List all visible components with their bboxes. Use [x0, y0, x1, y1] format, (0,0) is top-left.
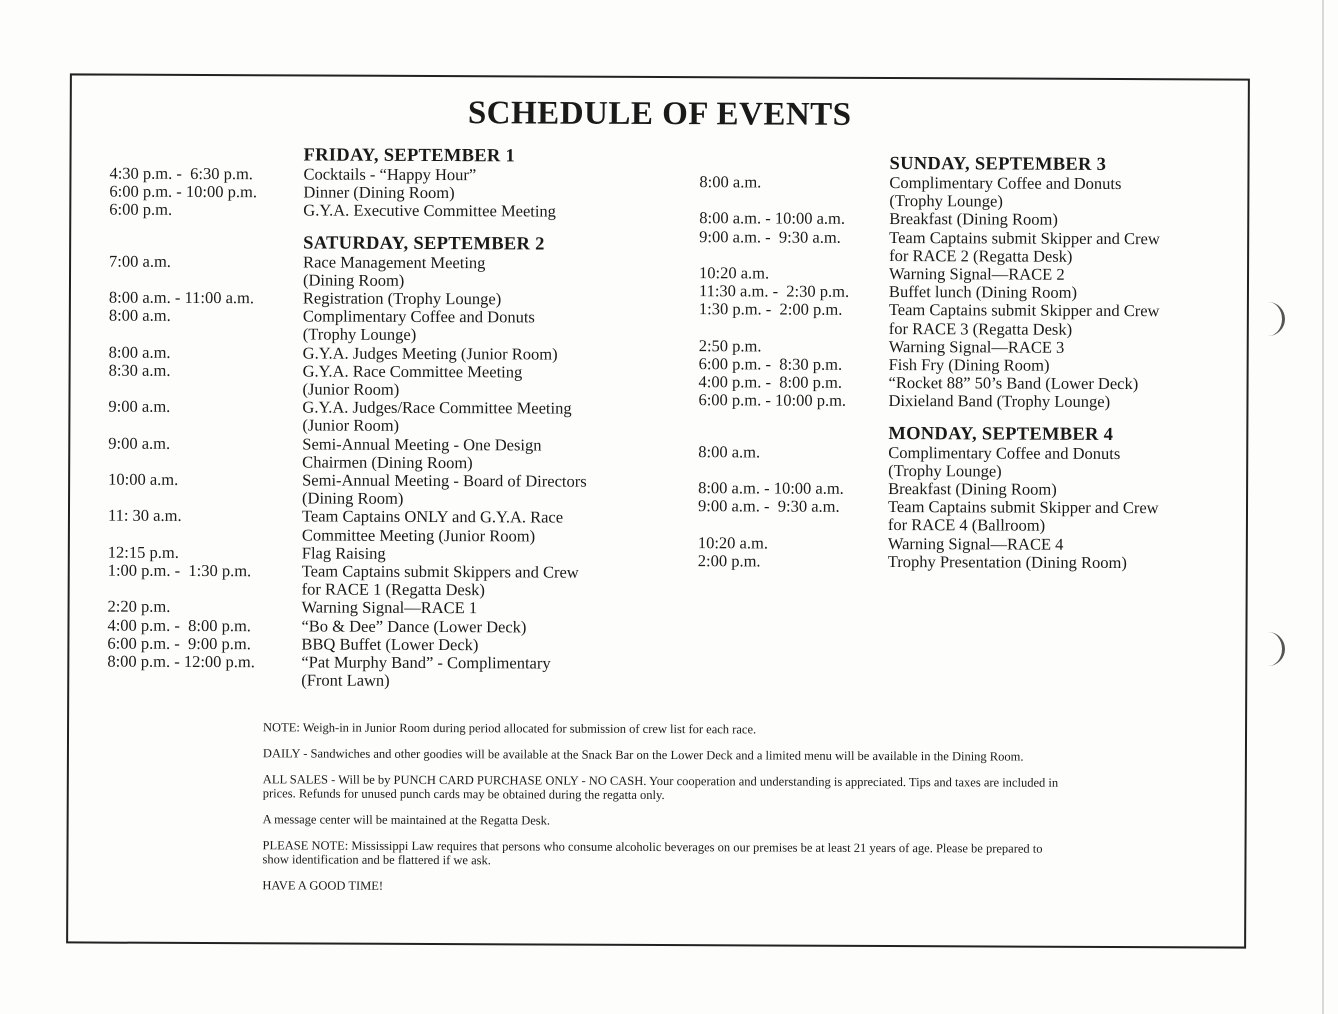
binder-hole-bottom — [1252, 632, 1285, 666]
event-line: Registration (Trophy Lounge) — [302, 288, 502, 309]
event-description — [889, 229, 1239, 267]
note-paragraph: NOTE: Weigh-in in Junior Room during period allocated for submission of crew list for each race. — [263, 720, 757, 737]
event-line: G.Y.A. Judges/Race Committee Meeting — [302, 397, 572, 418]
schedule-row — [109, 201, 669, 222]
event-line: G.Y.A. Executive Committee Meeting — [303, 200, 557, 221]
event-time: 4:00 p.m. - 8:00 p.m. — [698, 372, 843, 393]
event-time: 8:00 a.m. — [698, 441, 761, 462]
event-line: G.Y.A. Race Committee Meeting — [302, 361, 523, 382]
note-paragraph: PLEASE NOTE: Mississippi Law requires that persons who consume alcoholic beverages on our premises be at least 21 years of age. Please be prepared to show identification and be flattered if we ask. — [262, 838, 1043, 868]
schedule-row — [108, 507, 668, 546]
event-time: 9:00 a.m. — [108, 433, 171, 453]
event-line: Dixieland Band (Trophy Lounge) — [888, 391, 1111, 412]
schedule-row — [699, 228, 1239, 267]
event-time: 9:00 a.m. - 9:30 a.m. — [697, 496, 840, 517]
schedule-row — [108, 398, 668, 437]
event-line: Dinner (Dining Room) — [303, 182, 455, 203]
event-line: Team Captains submit Skippers and Crew — [301, 561, 579, 582]
schedule-row — [698, 497, 1238, 536]
schedule-row — [699, 301, 1239, 340]
schedule-row — [107, 653, 667, 692]
event-line: Warning Signal—RACE 2 — [888, 264, 1065, 284]
event-line-continued: (Dining Room) — [302, 270, 405, 290]
event-time: 6:00 p.m. — [109, 200, 173, 220]
event-time: 8:00 a.m. — [108, 305, 171, 326]
event-time: 6:00 p.m. - 9:00 p.m. — [107, 633, 251, 654]
event-description — [889, 174, 1239, 212]
event-description — [303, 308, 669, 346]
schedule-row — [698, 552, 1238, 573]
note-paragraph: DAILY - Sandwiches and other goodies will be available at the Snack Bar on the Lower Deck and a limited menu will be available in the Dining Room. — [262, 746, 1024, 764]
event-line: BBQ Buffet (Lower Deck) — [301, 634, 479, 655]
event-time: 8:30 a.m. — [108, 360, 171, 380]
event-line: Cocktails - “Happy Hour” — [303, 164, 477, 185]
day-heading: SATURDAY, SEPTEMBER 2 — [303, 233, 545, 255]
schedule-row — [109, 307, 669, 346]
event-line: Buffet lunch (Dining Room) — [888, 282, 1078, 303]
event-line: Complimentary Coffee and Donuts — [888, 442, 1121, 463]
event-time: 7:00 a.m. — [109, 251, 172, 271]
event-line: Trophy Presentation (Dining Room) — [887, 551, 1127, 572]
page-edge — [1322, 0, 1324, 1014]
event-line-continued: for RACE 1 (Regatta Desk) — [301, 579, 485, 600]
event-line-continued: (Trophy Lounge) — [889, 191, 1003, 211]
event-line: Team Captains submit Skipper and Crew — [889, 227, 1160, 248]
schedule-row — [698, 534, 1238, 555]
event-line: Warning Signal—RACE 1 — [301, 597, 478, 618]
note-paragraph: HAVE A GOOD TIME! — [262, 878, 384, 893]
event-time: 10:00 a.m. — [108, 469, 179, 489]
event-time: 6:00 p.m. - 10:00 p.m. — [698, 390, 847, 411]
note-paragraph: A message center will be maintained at the Regatta Desk. — [262, 812, 551, 828]
event-line: Fish Fry (Dining Room) — [888, 355, 1050, 375]
event-time: 6:00 p.m. - 8:30 p.m. — [698, 354, 843, 374]
schedule-row — [108, 471, 668, 510]
event-line: Complimentary Coffee and Donuts — [889, 173, 1122, 194]
event-description — [888, 444, 1238, 482]
event-description — [888, 553, 1238, 573]
event-time: 1:00 p.m. - 1:30 p.m. — [107, 560, 252, 581]
event-time: 10:20 a.m. — [698, 263, 770, 283]
binder-hole-top — [1252, 302, 1285, 336]
event-line-continued: Chairmen (Dining Room) — [302, 452, 473, 473]
notes-section — [262, 720, 1063, 907]
event-time: 9:00 a.m. — [108, 396, 171, 417]
event-line-continued: (Front Lawn) — [301, 670, 390, 691]
event-description — [302, 508, 668, 546]
schedule-row — [108, 361, 668, 400]
event-line-continued: (Dining Room) — [302, 488, 404, 509]
schedule-row — [109, 343, 669, 364]
event-line: Semi-Annual Meeting - Board of Directors — [302, 470, 587, 491]
event-description — [888, 392, 1238, 412]
event-line: “Bo & Dee” Dance (Lower Deck) — [301, 616, 527, 637]
event-description — [888, 498, 1238, 536]
event-description — [301, 654, 667, 692]
event-line: Semi-Annual Meeting - One Design — [302, 434, 542, 455]
day-heading: FRIDAY, SEPTEMBER 1 — [303, 145, 516, 167]
event-line: “Rocket 88” 50’s Band (Lower Deck) — [888, 373, 1139, 394]
event-time: 6:00 p.m. - 10:00 p.m. — [109, 181, 258, 202]
event-line: Warning Signal—RACE 3 — [888, 336, 1065, 357]
event-time: 8:00 a.m. — [108, 342, 171, 362]
schedule-frame — [66, 73, 1250, 948]
event-description — [302, 471, 668, 509]
event-line-continued: (Trophy Lounge) — [302, 324, 417, 345]
event-line: Breakfast (Dining Room) — [888, 479, 1057, 499]
event-time: 8:00 a.m. - 10:00 a.m. — [698, 478, 844, 498]
event-line-continued: for RACE 4 (Ballroom) — [887, 515, 1046, 536]
event-time: 4:00 p.m. - 8:00 p.m. — [107, 615, 252, 635]
event-description — [303, 253, 669, 291]
schedule-row — [699, 173, 1239, 212]
event-time: 2:00 p.m. — [697, 551, 761, 571]
event-time: 9:00 a.m. - 9:30 a.m. — [699, 226, 841, 247]
event-line: Breakfast (Dining Room) — [889, 209, 1058, 230]
event-description — [889, 210, 1239, 230]
event-time: 8:00 p.m. - 12:00 p.m. — [107, 651, 255, 672]
event-description — [302, 435, 668, 473]
event-time: 4:30 p.m. - 6:30 p.m. — [109, 163, 253, 184]
day-heading: SUNDAY, SEPTEMBER 3 — [889, 154, 1107, 175]
event-description — [303, 202, 669, 222]
schedule-row — [109, 252, 669, 291]
event-time: 11: 30 a.m. — [107, 506, 182, 526]
page-title: SCHEDULE OF EVENTS — [467, 95, 852, 133]
schedule-row — [108, 562, 668, 601]
right-column — [698, 154, 1240, 572]
event-time: 2:50 p.m. — [698, 336, 762, 356]
event-time: 10:20 a.m. — [697, 532, 769, 553]
event-description — [302, 399, 668, 437]
event-time: 2:20 p.m. — [107, 597, 171, 617]
event-time: 11:30 a.m. - 2:30 p.m. — [698, 281, 850, 302]
event-line-continued: for RACE 2 (Regatta Desk) — [889, 245, 1073, 266]
note-paragraph: ALL SALES - Will be by PUNCH CARD PURCHASE ONLY - NO CASH. Your cooperation and understanding is appreciated. Tips and taxes are included in prices. Refunds for unused punch cards may be obtained during the regatta only. — [262, 772, 1059, 803]
event-time: 8:00 a.m. - 10:00 a.m. — [699, 208, 846, 229]
event-description — [302, 362, 668, 400]
event-line: Complimentary Coffee and Donuts — [302, 306, 535, 327]
left-column — [107, 146, 669, 692]
event-line: G.Y.A. Judges Meeting (Junior Room) — [302, 343, 558, 364]
event-line: Flag Raising — [301, 543, 386, 563]
event-line-continued: for RACE 3 (Regatta Desk) — [888, 318, 1073, 339]
event-line: Race Management Meeting — [303, 252, 486, 272]
schedule-row — [698, 443, 1238, 482]
schedule-row — [108, 434, 668, 473]
event-time: 1:30 p.m. - 2:00 p.m. — [698, 299, 843, 320]
event-line-continued: (Junior Room) — [302, 379, 400, 399]
event-line: Team Captains ONLY and G.Y.A. Race — [301, 506, 564, 528]
event-line: Team Captains submit Skipper and Crew — [888, 300, 1160, 321]
event-line: Team Captains submit Skipper and Crew — [887, 497, 1159, 518]
event-line-continued: (Trophy Lounge) — [888, 460, 1002, 481]
event-time: 8:00 a.m. — [699, 172, 762, 192]
event-time: 8:00 a.m. - 11:00 a.m. — [108, 287, 255, 308]
event-line: “Pat Murphy Band” - Complimentary — [301, 652, 551, 673]
event-description — [889, 301, 1239, 339]
event-time: 12:15 p.m. — [107, 542, 179, 562]
event-description — [302, 563, 668, 601]
event-line: Warning Signal—RACE 4 — [887, 533, 1064, 554]
schedule-row — [698, 392, 1238, 413]
event-line-continued: (Junior Room) — [302, 415, 400, 436]
event-line-continued: Committee Meeting (Junior Room) — [301, 525, 536, 546]
day-heading: MONDAY, SEPTEMBER 4 — [888, 423, 1114, 445]
